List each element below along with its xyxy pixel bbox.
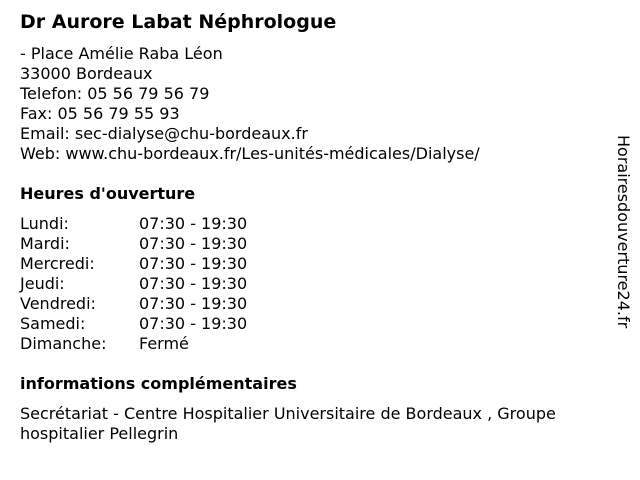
street-address: - Place Amélie Raba Léon — [20, 44, 223, 63]
time-value: 07:30 - 19:30 — [139, 214, 248, 233]
day-label: Vendredi: — [20, 294, 96, 313]
day-label: Jeudi: — [20, 274, 65, 293]
day-label: Mercredi: — [20, 254, 95, 273]
phone-number: Telefon: 05 56 79 56 79 — [20, 84, 210, 103]
site-watermark: Horairesdouverture24.fr — [614, 135, 633, 329]
hours-row-monday — [20, 214, 247, 234]
time-value: 07:30 - 19:30 — [139, 274, 248, 293]
hours-row-thursday — [20, 274, 247, 294]
hours-row-sunday — [20, 334, 247, 354]
day-label: Lundi: — [20, 214, 69, 233]
hours-table — [20, 214, 247, 354]
time-value: 07:30 - 19:30 — [139, 254, 248, 273]
website-url: Web: www.chu-bordeaux.fr/Les-unités-médicales/Dialyse/ — [20, 144, 480, 163]
info-heading: informations complémentaires — [20, 374, 297, 393]
fax-number: Fax: 05 56 79 55 93 — [20, 104, 180, 123]
hours-row-wednesday — [20, 254, 247, 274]
day-label: Samedi: — [20, 314, 86, 333]
hours-row-friday — [20, 294, 247, 314]
hours-row-saturday — [20, 314, 247, 334]
time-value: 07:30 - 19:30 — [139, 314, 248, 333]
day-label: Mardi: — [20, 234, 70, 253]
hours-heading: Heures d'ouverture — [20, 184, 196, 203]
hours-row-tuesday — [20, 234, 247, 254]
time-value: 07:30 - 19:30 — [139, 234, 248, 253]
page-title: Dr Aurore Labat Néphrologue — [20, 11, 337, 33]
info-text: Secrétariat - Centre Hospitalier Universitaire de Bordeaux , Groupe hospitalier Pellegrin — [20, 404, 556, 443]
email-address: Email: sec-dialyse@chu-bordeaux.fr — [20, 124, 308, 143]
time-value: Fermé — [139, 334, 189, 353]
city-postal: 33000 Bordeaux — [20, 64, 153, 83]
contact-block — [20, 44, 480, 164]
time-value: 07:30 - 19:30 — [139, 294, 248, 313]
day-label: Dimanche: — [20, 334, 107, 353]
